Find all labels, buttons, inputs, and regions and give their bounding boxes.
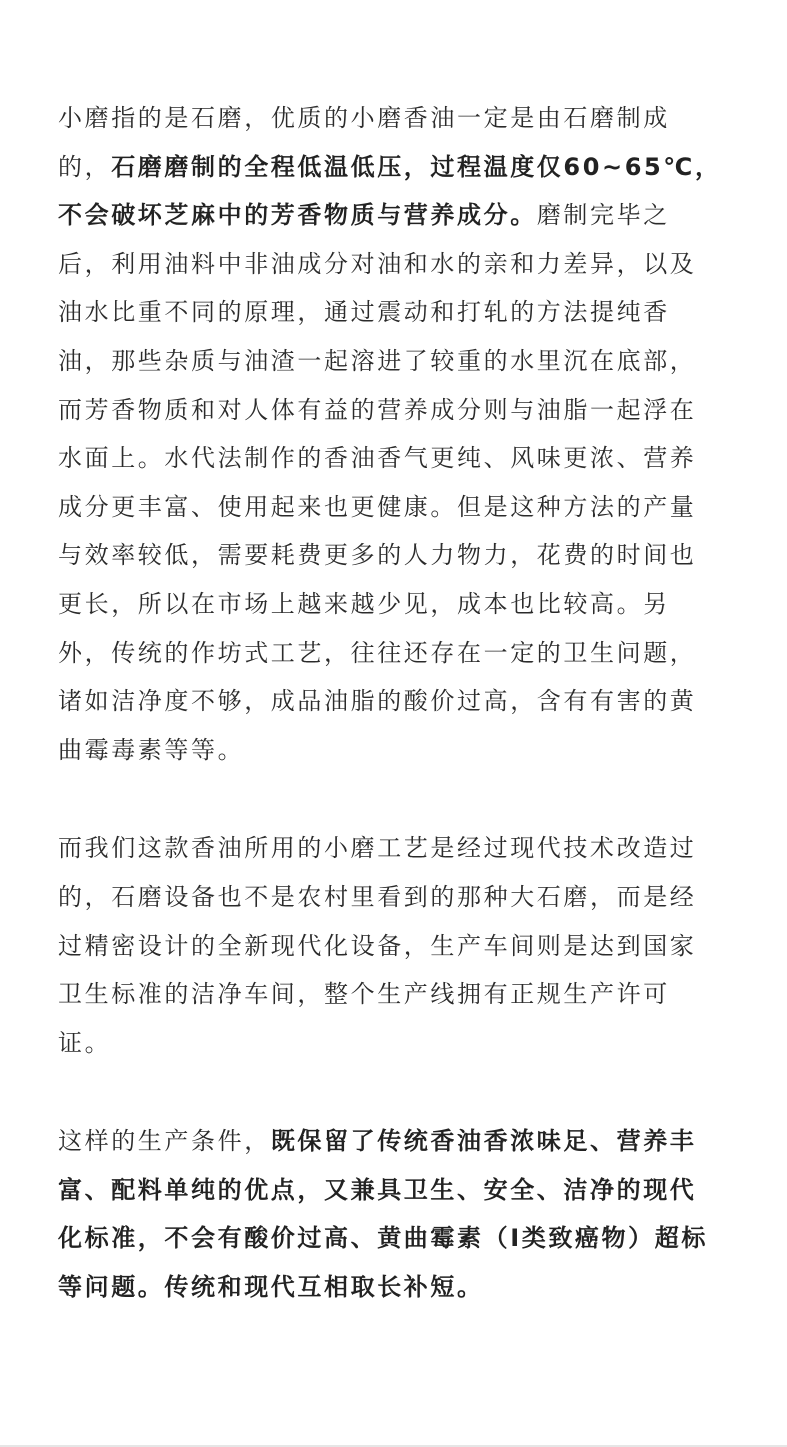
text-segment: 水面上。水代法制作的香油香气更纯、风味更浓、营养 [58, 444, 697, 473]
paragraph-3 [58, 1117, 738, 1311]
text-segment: 而芳香物质和对人体有益的营养成分则与油脂一起浮在 [58, 395, 697, 424]
text-segment: 后，利用油料中非油成分对油和水的亲和力差异，以及 [58, 249, 697, 278]
bold-text-segment: 富、配料单纯的优点，又兼具卫生、安全、洁净的现代 [58, 1175, 697, 1204]
text-line [58, 970, 738, 1019]
text-line [58, 677, 738, 726]
text-segment: 成分更丰富、使用起来也更健康。但是这种方法的产量 [58, 492, 697, 521]
text-line [58, 1166, 738, 1215]
text-segment: 的， [58, 152, 112, 181]
text-line [58, 873, 738, 922]
text-segment: 小磨指的是石磨，优质的小磨香油一定是由石磨制成 [58, 104, 670, 132]
text-line [58, 337, 738, 386]
text-segment: 卫生标准的洁净车间，整个生产线拥有正规生产许可 [58, 980, 670, 1009]
bold-text-segment: 化标准，不会有酸价过高、黄曲霉素（I类致癌物）超标 [58, 1224, 708, 1253]
text-line [58, 1117, 738, 1166]
text-line [58, 191, 738, 240]
text-line [58, 288, 738, 337]
text-segment: 曲霉毒素等等。 [58, 735, 245, 764]
text-segment: 而我们这款香油所用的小磨工艺是经过现代技术改造过 [58, 834, 697, 863]
bold-text-segment: 不会破坏芝麻中的芳香物质与营养成分。 [58, 201, 537, 230]
text-segment: 诸如洁净度不够，成品油脂的酸价过高，含有有害的黄 [58, 687, 697, 716]
text-line [58, 580, 738, 629]
text-segment: 外，传统的作坊式工艺，往往还存在一定的卫生问题， [58, 638, 697, 667]
text-line [58, 531, 738, 580]
text-segment: 这样的生产条件， [58, 1127, 271, 1156]
text-line [58, 434, 738, 483]
bold-text-segment: 石磨磨制的全程低温低压，过程温度仅60~65℃， [111, 152, 722, 181]
text-line [58, 94, 738, 143]
bold-text-segment: 等问题。传统和现代互相取长补短。 [58, 1273, 484, 1302]
text-segment: 与效率较低，需要耗费更多的人力物力，花费的时间也 [58, 541, 697, 570]
article-body [58, 94, 738, 1362]
bold-text-segment: 既保留了传统香油香浓味足、营养丰 [270, 1127, 697, 1156]
paragraph-2 [58, 824, 738, 1067]
text-line [58, 386, 738, 435]
text-line [58, 824, 738, 873]
paragraph-1 [58, 94, 738, 774]
text-line [58, 483, 738, 532]
text-line [58, 922, 738, 971]
text-line [58, 143, 738, 192]
text-line [58, 240, 738, 289]
text-segment: 油，那些杂质与油渣一起溶进了较重的水里沉在底部， [58, 346, 697, 375]
text-line [58, 726, 738, 775]
text-segment: 证。 [58, 1028, 112, 1057]
text-segment: 油水比重不同的原理，通过震动和打轧的方法提纯香 [58, 298, 670, 327]
text-segment: 的，石磨设备也不是农村里看到的那种大石磨，而是经 [58, 882, 697, 911]
text-segment: 过精密设计的全新现代化设备，生产车间则是达到国家 [58, 931, 697, 960]
text-segment: 更长，所以在市场上越来越少见，成本也比较高。另 [58, 589, 670, 618]
text-line [58, 1019, 738, 1068]
text-segment: 磨制完毕之 [536, 201, 670, 230]
text-line [58, 1263, 738, 1312]
text-line [58, 1214, 738, 1263]
text-line [58, 629, 738, 678]
